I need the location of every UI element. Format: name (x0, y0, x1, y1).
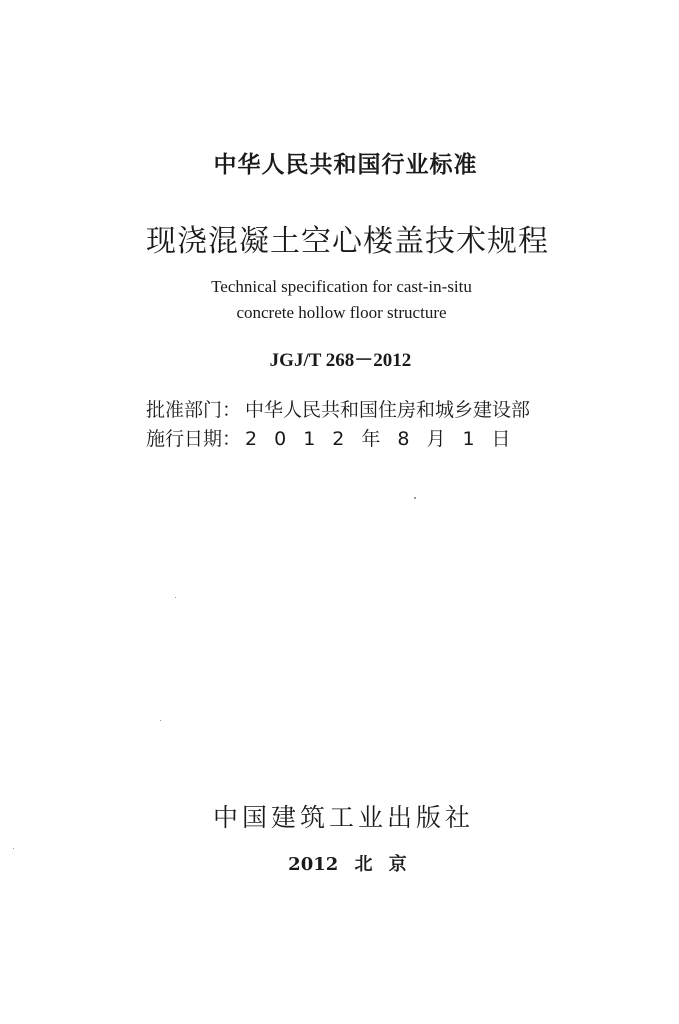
publication-year-city: 2012 北 京 (288, 854, 407, 875)
document-title-chinese: 现浇混凝土空心楼盖技术规程 (146, 224, 549, 259)
standard-category-heading: 中华人民共和国行业标准 (213, 152, 478, 178)
effective-date-row (146, 424, 528, 451)
scan-speck (13, 848, 14, 849)
publisher-name: 中国建筑工业出版社 (212, 803, 474, 832)
document-title-english-line-2: concrete hollow floor structure (236, 303, 447, 322)
effective-date-value: 2012年8月1日 (245, 428, 528, 450)
scan-speck (414, 497, 416, 499)
standard-code: JGJ/T 268－2012 (269, 350, 412, 371)
document-title-english-line-1: Technical specification for cast-in-situ (211, 277, 472, 296)
effective-date-label: 施行日期： (146, 428, 242, 450)
approval-department-value: 中华人民共和国住房和城乡建设部 (245, 399, 531, 421)
approval-department-row (146, 395, 530, 422)
scan-speck (160, 720, 161, 721)
scan-speck (175, 597, 176, 598)
approval-department-label: 批准部门： (146, 399, 242, 421)
